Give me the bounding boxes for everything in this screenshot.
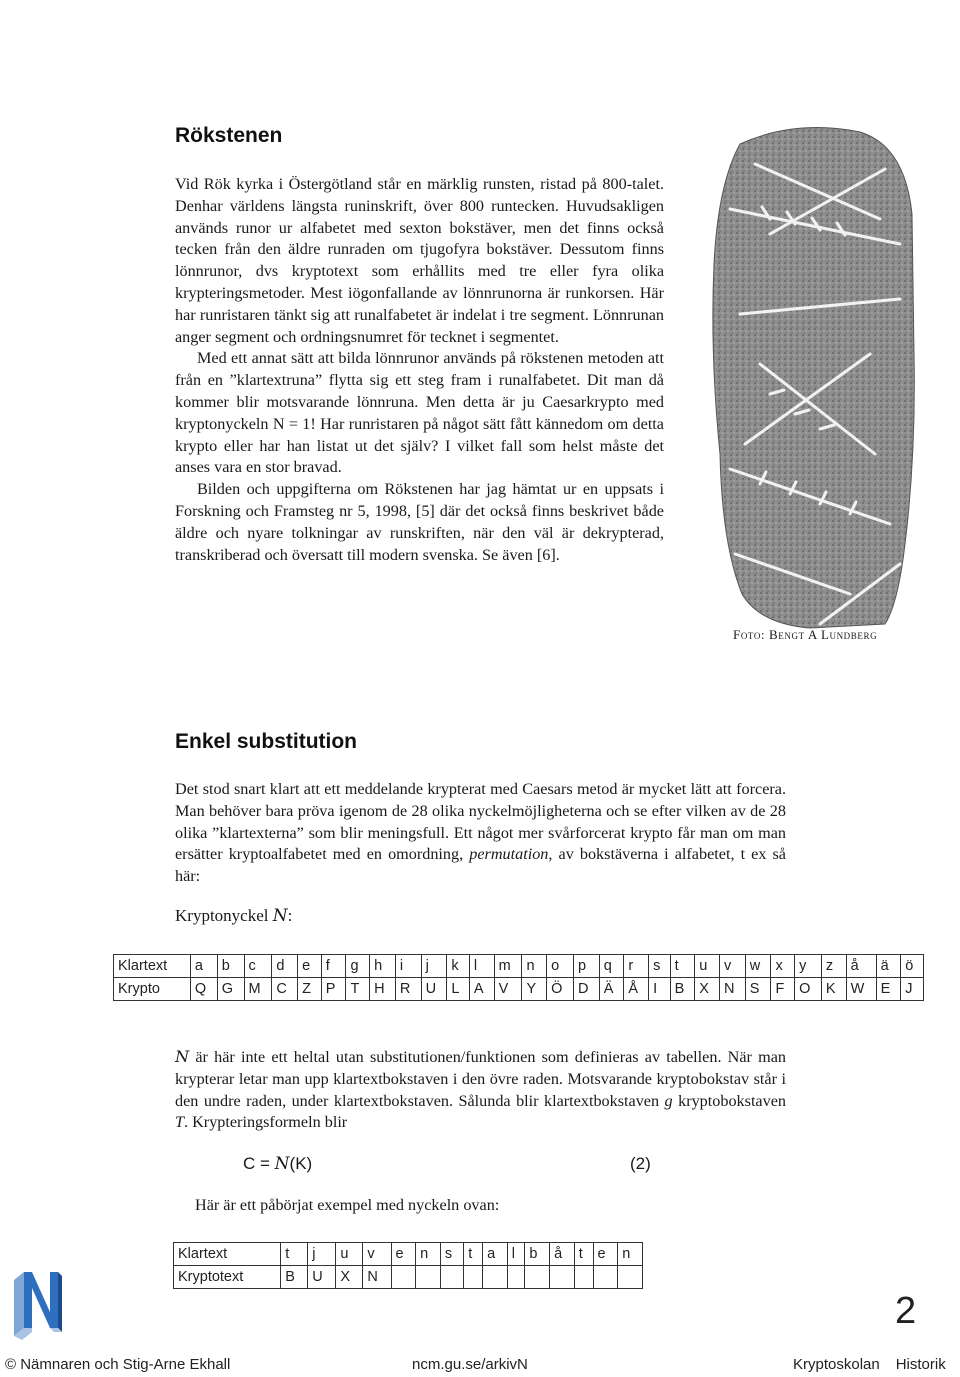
example-kryptotext-cell [550,1266,575,1289]
klartext-cell: f [321,955,346,978]
krypto-cell: R [395,978,421,1001]
formula-left: C = [243,1154,275,1173]
example-klartext-cell: e [593,1243,618,1266]
example-klartext-cell: j [308,1243,336,1266]
key-symbol: N [272,906,288,926]
example-klartext-cell: t [574,1243,593,1266]
klartext-cell: i [395,955,421,978]
klartext-cell: c [244,955,272,978]
namnaren-logo [8,1268,64,1340]
krypto-cell: U [421,978,447,1001]
example-kryptotext-cell [618,1266,643,1289]
krypto-cell: K [821,978,846,1001]
example-kryptotext-cell: U [308,1266,336,1289]
key-label: Kryptonyckel [175,906,273,925]
example-row-kryptotext [174,1266,643,1289]
example-klartext-cell: n [618,1243,643,1266]
krypto-cell: B [670,978,695,1001]
example-row-klartext [174,1243,643,1266]
n-logo-icon [8,1268,64,1340]
footer-kryptoskolan: Kryptoskolan [793,1356,880,1373]
example-label-kryptotext: Kryptotext [174,1266,281,1289]
footer-copyright: © Nämnaren och Stig-Arne Ekhall [5,1356,231,1373]
row-label-klartext: Klartext [114,955,191,978]
krypto-cell: W [846,978,876,1001]
klartext-cell: ä [876,955,901,978]
letter-g: g [664,1091,673,1110]
klartext-cell: j [421,955,447,978]
krypto-cell: L [447,978,470,1001]
substitution-intro [175,779,786,888]
krypto-cell: A [469,978,494,1001]
krypto-cell: X [695,978,720,1001]
substitution-table [113,954,924,1001]
example-kryptotext-cell [416,1266,441,1289]
klartext-cell: a [190,955,217,978]
example-kryptotext-cell [464,1266,483,1289]
krypto-cell: O [795,978,822,1001]
example-klartext-cell: u [336,1243,363,1266]
krypto-cell: Q [190,978,217,1001]
krypto-cell: J [901,978,924,1001]
krypto-cell: P [321,978,346,1001]
example-label-klartext: Klartext [174,1243,281,1266]
example-kryptotext-cell: N [363,1266,391,1289]
krypto-cell: I [649,978,670,1001]
krypto-cell: T [346,978,370,1001]
klartext-cell: r [624,955,649,978]
krypto-cell: S [745,978,771,1001]
intro-text-2: , av bokstäverna i alfabetet, t ex så här: [175,845,786,886]
klartext-cell: å [846,955,876,978]
example-kryptotext-cell [440,1266,463,1289]
example-table [173,1242,643,1289]
n-symbol: N [175,1047,190,1066]
formula-number: (2) [630,1154,651,1173]
klartext-cell: e [298,955,322,978]
key-colon: : [287,906,293,925]
klartext-cell: x [771,955,795,978]
example-intro: Här är ett påbörjat exempel med nyckeln ovan: [195,1196,500,1214]
rokstenen-photo [700,124,920,630]
krypto-cell: Y [522,978,547,1001]
klartext-cell: h [370,955,396,978]
klartext-cell: q [599,955,624,978]
klartext-cell: y [795,955,822,978]
klartext-cell: d [272,955,298,978]
example-kryptotext-cell [574,1266,593,1289]
example-klartext-cell: s [440,1243,463,1266]
example-klartext-cell: e [391,1243,416,1266]
example-klartext-cell: t [464,1243,483,1266]
example-kryptotext-cell: X [336,1266,363,1289]
klartext-cell: g [346,955,370,978]
krypto-cell: Z [298,978,322,1001]
krypto-cell: M [244,978,272,1001]
page-number: 2 [895,1290,917,1332]
example-kryptotext-cell [593,1266,618,1289]
klartext-cell: w [745,955,771,978]
klartext-cell: n [522,955,547,978]
example-klartext-cell: b [525,1243,550,1266]
runestone-image [700,124,920,630]
example-klartext-cell: v [363,1243,391,1266]
paragraph-3: Bilden och uppgifterna om Rökstenen har jag hämtat ur en uppsats i Forskning och Framsteg nr 5, 1998, [5] där det också finns beskrivet både äldre och nyare tolkningar av runskriften, när den väl är dekrypterad, transkriberad och översatt till modern svenska. Se även [6]. [175,480,664,564]
klartext-cell: p [573,955,599,978]
formula-symbol: N [274,1154,290,1174]
substitution-explanation [175,1046,786,1134]
formula [243,1154,312,1174]
krypto-cell: D [573,978,599,1001]
klartext-cell: s [649,955,670,978]
example-klartext-cell: n [416,1243,441,1266]
example-klartext-cell: t [281,1243,308,1266]
table-row-klartext [114,955,924,978]
krypto-cell: Å [624,978,649,1001]
klartext-cell: k [447,955,470,978]
krypto-cell: Ä [599,978,624,1001]
footer-url: ncm.gu.se/arkivN [412,1356,528,1373]
section-title-enkel-substitution: Enkel substitution [175,730,358,753]
krypto-cell: N [719,978,745,1001]
example-klartext-cell: å [550,1243,575,1266]
krypto-cell: E [876,978,901,1001]
klartext-cell: b [217,955,244,978]
klartext-cell: ö [901,955,924,978]
paragraph-1: Vid Rök kyrka i Östergötland står en märklig runsten, ristad på 800-talet. Denhar världens längsta runinskrift, över 800 runtecken. Huvudsakligen används runor ur alfabetet med sexton bokstäver, men det finns också tecken från den äldre runraden om tjugofyra bokstäver. Dessutom finns lönnrunor, dvs kryptotext som erhållits med tre eller fyra olika krypteringsmetoder. Mest iögonfallande av lönnrunorna är runkorsen. Här har runristaren tänkt sig att runalfabetet är indelat i tre segment. Lönnrunan anger segment och ordningsnumret för tecknet i segmentet. [175,175,664,346]
table-row-krypto [114,978,924,1001]
krypto-cell: Ö [547,978,574,1001]
example-klartext-cell: a [483,1243,508,1266]
section-title-rokstenen: Rökstenen [175,124,283,147]
explanation-text-3: . Krypteringsformeln blir [184,1113,348,1132]
klartext-cell: z [821,955,846,978]
example-kryptotext-cell [483,1266,508,1289]
photo-caption: Foto: Bengt A Lundberg [733,627,878,642]
rokstenen-text [175,174,664,566]
intro-permutation: permutation [469,845,549,864]
klartext-cell: o [547,955,574,978]
formula-right: (K) [289,1154,313,1173]
letter-T: T [175,1113,185,1132]
krypto-cell: H [370,978,396,1001]
example-kryptotext-cell: B [281,1266,308,1289]
klartext-cell: t [670,955,695,978]
example-kryptotext-cell [391,1266,416,1289]
row-label-krypto: Krypto [114,978,191,1001]
klartext-cell: m [494,955,522,978]
example-klartext-cell: l [507,1243,525,1266]
footer-historik: Historik [895,1356,946,1373]
krypto-cell: C [272,978,298,1001]
krypto-cell: F [771,978,795,1001]
example-kryptotext-cell [507,1266,525,1289]
krypto-cell: G [217,978,244,1001]
klartext-cell: l [469,955,494,978]
explanation-text-2: kryptobokstaven [672,1091,786,1110]
klartext-cell: v [719,955,745,978]
key-label-line [175,906,292,926]
krypto-cell: V [494,978,522,1001]
paragraph-2: Med ett annat sätt att bilda lönnrunor används på rökstenen metoden att från en ”klartextruna” flytta sig ett steg fram i runalfabetet. Dit man då kommer blir motsvarande lönnruna. Men detta är ju Caesarkrypto med kryptonyckeln N = 1! Har runristaren på något sätt fått kännedom om detta krypto eller har han listat ut det själv? I vilket fall som helst måste det anses vara en stor bravad. [175,349,664,477]
explanation-text-1: är här inte ett heltal utan substitutionen/funktionen som definieras av tabellen. När man krypterar letar man upp klartextbokstaven i den övre raden. Motsvarande kryptobokstav står i den undre raden, under klartextbokstaven. Sålunda blir klartextbokstaven [175,1048,786,1110]
example-kryptotext-cell [525,1266,550,1289]
klartext-cell: u [695,955,720,978]
footer-series [793,1356,946,1373]
intro-text-1: Det stod snart klart att ett meddelande krypterat med Caesars metod är mycket lätt att forcera. Man behöver bara pröva igenom de 28 olika nyckelmöjligheterna och se efter vilken av de 28 olika ”klartexterna” som blir meningsfull. Ett något mer svårforcerat krypto får man om man ersätter kryptoalfabetet med en omordning, [175,780,786,864]
